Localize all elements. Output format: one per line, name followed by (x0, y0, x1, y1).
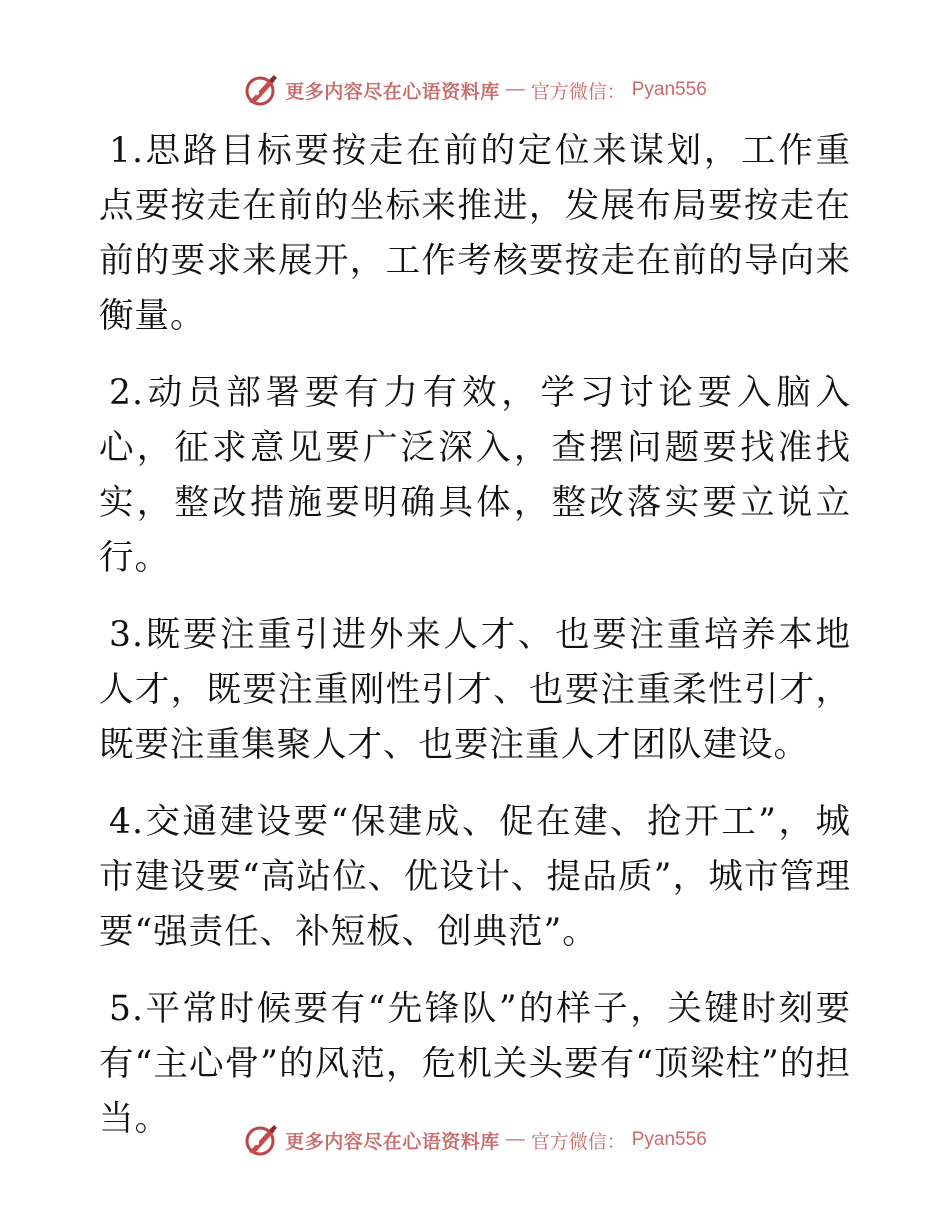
paragraph-3 (99, 608, 851, 773)
banner-wechat-id: Pyan556 (631, 1129, 707, 1150)
paragraph-number: 4. (109, 802, 144, 842)
header-banner (0, 70, 950, 110)
banner-wechat-label: 官方微信： (530, 1130, 626, 1153)
pen-logo-icon (243, 72, 279, 108)
paragraph-2 (99, 366, 851, 586)
banner-separator: — (505, 79, 525, 100)
banner-wechat-label: 官方微信： (530, 80, 626, 103)
paragraph-text: 思路目标要按走在前的定位来谋划，工作重点要按走在前的坐标来推进，发展布局要按走在前的要求来展开，工作考核要按走在前的导向来衡量。 (99, 131, 851, 336)
paragraph-1 (99, 124, 851, 344)
banner-text: 更多内容尽在心语资料库 (285, 1130, 500, 1153)
paragraph-number: 1. (109, 131, 144, 171)
paragraph-4 (99, 795, 851, 960)
document-body (99, 124, 851, 1169)
paragraph-text: 既要注重引进外来人才、也要注重培养本地人才，既要注重刚性引才、也要注重柔性引才，既要注重集聚人才、也要注重人才团队建设。 (99, 615, 851, 765)
banner-separator: — (505, 1129, 525, 1150)
paragraph-number: 5. (109, 989, 144, 1029)
paragraph-text: 动员部署要有力有效，学习讨论要入脑入心，征求意见要广泛深入，查摆问题要找准找实，整改措施要明确具体，整改落实要立说立行。 (99, 373, 851, 578)
footer-banner (0, 1120, 950, 1160)
banner-wechat-id: Pyan556 (631, 79, 707, 100)
paragraph-number: 3. (109, 615, 144, 655)
banner-text: 更多内容尽在心语资料库 (285, 80, 500, 103)
pen-logo-icon (243, 1122, 279, 1158)
paragraph-number: 2. (109, 373, 144, 413)
paragraph-text: 平常时候要有“先锋队”的样子，关键时刻要有“主心骨”的风范，危机关头要有“顶梁柱”的担当。 (99, 989, 851, 1139)
paragraph-text: 交通建设要“保建成、促在建、抢开工”，城市建设要“高站位、优设计、提品质”，城市管理要“强责任、补短板、创典范”。 (99, 802, 851, 952)
